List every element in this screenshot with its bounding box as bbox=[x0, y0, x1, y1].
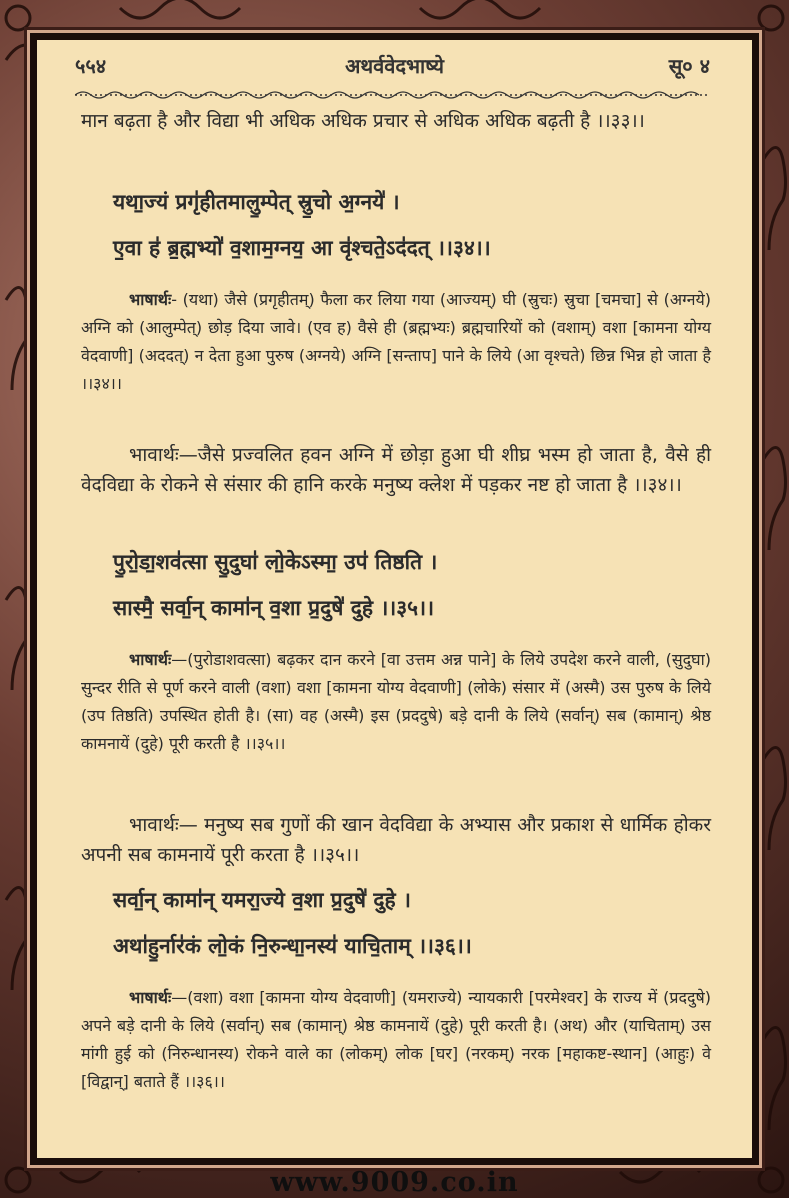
summary-label: भावार्थः bbox=[129, 444, 179, 466]
meaning-35 bbox=[81, 646, 711, 758]
summary-34 bbox=[81, 440, 711, 500]
meaning-36-text: —(वशा) वशा [कामना योग्य वेदवाणी] (यमराज्ये) न्यायकारी [परमेश्वर] के राज्य में (प्रददुषे) अपने बड़े दानी के लिये (सर्वान्) सब (कामान्) श्रेष्ठ कामनायें (दुहे) पूरी करती है। (अथ) और (याचिताम्) उस मांगी हुई को (निरुन्धानस्य) रोकने वाले का (लोकम्) लोक [घर] (नरकम्) नरक [महाकष्ट-स्थान] (आहुः) वे [विद्वान्] बताते हैं ।।३६।। bbox=[81, 988, 711, 1091]
verse-34-line-2: ए॒वा ह॑ ब्र॒ह्मभ्यो॑ व॒शाम॒ग्नय॒ आ वृ॑श्चते॒ऽद॑दत् ।।३४।। bbox=[113, 236, 491, 260]
meaning-label: भाषार्थः bbox=[129, 290, 172, 309]
paragraph-33-tail: मान बढ़ता है और विद्या भी अधिक अधिक प्रचार से अधिक अधिक बढ़ती है ।।३३।। bbox=[81, 110, 645, 132]
book-page bbox=[37, 40, 752, 1158]
verse-35-line-2: सास्मै॒ सर्वा॒न् कामा॑न् व॒शा प्र॒दुषे॑ दुहे ।।३५।। bbox=[113, 596, 435, 620]
page-header bbox=[37, 48, 752, 76]
meaning-label: भाषार्थः bbox=[129, 650, 172, 669]
meaning-34-text: - (यथा) जैसे (प्रगृहीतम्) फैला कर लिया गया (आज्यम्) घी (स्रुचः) स्रुचा [चमचा] से (अग्नये) अग्नि को (आलुम्पेत्) छोड़ दिया जावे। (एव ह) वैसे ही (ब्रह्मभ्यः) ब्रह्मचारियों को (वशाम्) वशा [कामना योग्य वेदवाणी] (अददत्) न देता हुआ पुरुष (अग्नये) अग्नि [सन्ताप] पाने के लिये (आ वृश्चते) छिन्न भिन्न हो जाता है ।।३४।। bbox=[81, 290, 711, 393]
meaning-36 bbox=[81, 984, 711, 1096]
meaning-label: भाषार्थः bbox=[129, 988, 172, 1007]
header-ornamental-rule bbox=[75, 90, 709, 100]
summary-35-text: — मनुष्य सब गुणों की खान वेदविद्या के अभ्यास और प्रकाश से धार्मिक होकर अपनी सब कामनायें पूरी करता है ।।३५।। bbox=[81, 814, 711, 866]
meaning-35-text: —(पुरोडाशवत्सा) बढ़कर दान करने [वा उत्तम अन्न पाने] के लिये उपदेश करने वाली, (सुदुघा) सुन्दर रीति से पूर्ण करने वाली (वशा) वशा [कामना योग्य वेदवाणी] (लोके) संसार में (अस्मै) उस पुरुष के लिये (उप तिष्ठति) उपस्थित होती है। (सा) वह (अस्मै) इस (प्रददुषे) बड़े दानी के लिये (सर्वान्) सब (कामान्) श्रेष्ठ कामनायें (दुहे) पूरी करती है ।।३५।। bbox=[81, 650, 711, 753]
page-title: अथर्ववेदभाष्ये bbox=[345, 54, 444, 78]
meaning-34 bbox=[81, 286, 711, 398]
page-number: ५५४ bbox=[75, 54, 107, 78]
sukta-number: सू० ४ bbox=[668, 54, 710, 78]
verse-36-line-1: सर्वा॒न् कामा॑न् यमरा॒ज्ये व॒शा प्र॒दुषे॑ दुहे । bbox=[113, 888, 411, 912]
summary-35 bbox=[81, 810, 711, 870]
footer-url: www.9009.co.in bbox=[270, 1167, 519, 1198]
verse-34-line-1: यथा॒ज्यं प्रगृ॑हीतमालु॒म्पेत् स्रु॒चो अ॒ग्नये॑ । bbox=[113, 190, 400, 214]
verse-35-line-1: पु॒रो॒डा॒शव॑त्सा सु॒दुघा॑ लो॒केऽस्मा॒ उप॑ तिष्ठति । bbox=[113, 550, 438, 574]
verse-36-line-2: अथा॑हु॒र्नार॑कं लो॒कं नि॒रुन्धा॒नस्य॑ याचि॒ताम् ।।३६।। bbox=[113, 934, 472, 958]
summary-label: भावार्थः bbox=[129, 814, 179, 836]
summary-34-text: —जैसे प्रज्वलित हवन अग्नि में छोड़ा हुआ घी शीघ्र भस्म हो जाता है, वैसे ही वेदविद्या के रोकने से संसार की हानि करके मनुष्य क्लेश में पड़कर नष्ट हो जाता है ।।३४।। bbox=[81, 444, 711, 496]
